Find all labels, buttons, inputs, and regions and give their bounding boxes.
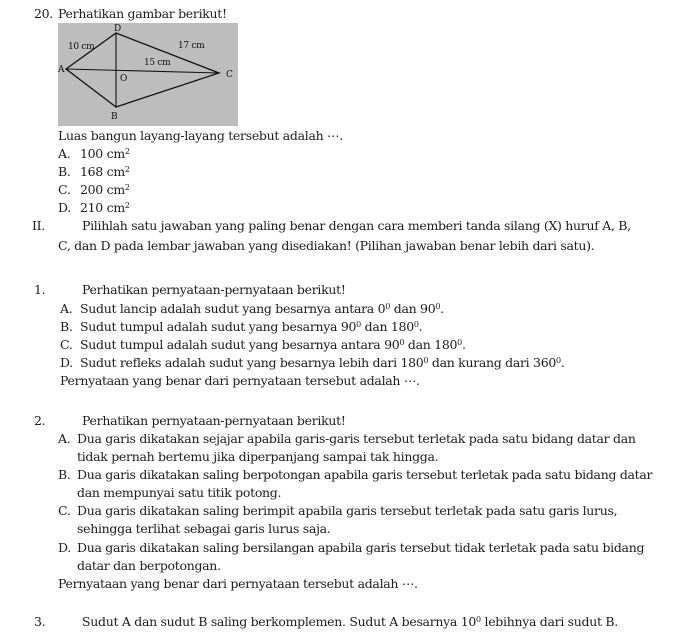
degree-mark: 0 [399,338,405,347]
option-value: 200 cm [80,182,125,197]
statement-a[interactable] [60,301,444,317]
statement-end: . [440,301,444,316]
label-c: C [226,70,233,80]
option-value: 168 cm [80,164,125,179]
section-instruction-line1: Pilihlah satu jawaban yang paling benar dengan cara memberi tanda silang (X) huruf A, B, [82,218,631,233]
degree-mark: 0 [556,356,561,365]
degree-mark: 0 [423,356,429,365]
statement-text: dan kurang dari 360 [428,355,557,370]
question-text: Pernyataan yang benar dari pernyataan tersebut adalah ⋯. [58,576,418,591]
question-text-part: lebihnya dari sudut B. [480,614,618,629]
statement-a-line1: Dua garis dikatakan sejajar apabila garis-garis tersebut terletak pada satu bidang datar dan [77,431,636,446]
statement-b-line2: dan mempunyai satu titik potong. [77,485,282,500]
question-text [82,614,618,630]
option-c[interactable] [58,182,130,198]
option-value: 210 cm [80,200,125,215]
question-text: Luas bangun layang-layang tersebut adalah ⋯. [58,128,343,143]
question-text-part: Sudut A dan sudut B saling berkomplemen. Sudut A besarnya 10 [82,614,477,629]
statement-end: . [418,319,423,334]
question-instruction: Perhatikan gambar berikut! [58,6,227,21]
statement-a-line2: tidak pernah bertemu jika diperpanjang sampai tak hingga. [77,449,439,464]
label-a: A [58,65,65,75]
option-b[interactable] [58,164,130,180]
statement-c[interactable] [60,337,466,353]
question-number: 1. [34,282,46,297]
degree-mark: 0 [435,302,441,311]
statement-c-letter[interactable]: C. [58,503,71,518]
section-number: II. [32,218,45,233]
statement-b-letter[interactable]: B. [58,467,71,482]
degree-mark: 0 [385,302,391,311]
option-letter: C. [58,182,71,197]
statement-a-letter[interactable]: A. [58,431,71,446]
section-instruction-line2: C, dan D pada lembar jawaban yang disediakan! (Pilihan jawaban benar lebih dari satu). [58,238,595,253]
statement-letter: A. [60,301,73,316]
option-exponent: 2 [124,147,130,156]
statement-text: Sudut tumpul adalah sudut yang besarnya antara 90 [80,337,400,352]
statement-d-line1: Dua garis dikatakan saling bersilangan apabila garis tersebut tidak terletak pada satu bidang [77,540,645,555]
option-exponent: 2 [124,183,130,192]
statement-letter: D. [60,355,73,370]
degree-mark: 0 [356,320,361,329]
kite-figure [58,23,238,126]
statement-b-line1: Dua garis dikatakan saling berpotongan apabila garis tersebut terletak pada satu bidang datar [77,467,653,482]
statement-d-letter[interactable]: D. [58,540,71,555]
degree-mark: 0 [476,615,481,624]
statement-letter: C. [60,337,73,352]
question-number: 20. [34,6,53,21]
statement-b[interactable] [60,319,422,335]
option-a[interactable] [58,146,130,162]
question-text: Pernyataan yang benar dari pernyataan tersebut adalah ⋯. [60,373,420,388]
option-exponent: 2 [124,165,130,174]
option-letter: A. [58,146,71,161]
statement-text: Sudut tumpul adalah sudut yang besarnya 90 [80,319,357,334]
degree-mark: 0 [457,338,462,347]
label-o: O [120,74,128,84]
statement-c-line2: sehingga terlihat sebagai garis lurus saja. [77,521,331,536]
degree-mark: 0 [413,320,419,329]
statement-text: Sudut lancip adalah sudut yang besarnya antara 0 [80,301,386,316]
label-10cm: 10 cm [68,42,95,52]
statement-text: dan 90 [390,301,436,316]
question-instruction: Perhatikan pernyataan-pernyataan berikut! [82,413,346,428]
statement-text: dan 180 [404,337,458,352]
statement-end: . [560,355,565,370]
label-b: B [111,112,118,122]
statement-end: . [461,337,466,352]
kite-diagram [58,23,238,126]
label-17cm: 17 cm [178,41,205,51]
question-number: 3. [34,614,46,629]
statement-c-line1: Dua garis dikatakan saling berimpit apabila garis tersebut terletak pada satu garis lurus, [77,503,618,518]
option-letter: B. [58,164,71,179]
question-number: 2. [34,413,46,428]
statement-text: Sudut refleks adalah sudut yang besarnya lebih dari 180 [80,355,424,370]
statement-letter: B. [60,319,73,334]
label-15cm: 15 cm [144,58,171,68]
option-d[interactable] [58,200,130,216]
statement-text: dan 180 [360,319,414,334]
diagonal-ac [66,69,219,73]
option-letter: D. [58,200,71,215]
option-value: 100 cm [80,146,125,161]
statement-d[interactable] [60,355,565,371]
option-exponent: 2 [124,201,130,210]
question-instruction: Perhatikan pernyataan-pernyataan berikut! [82,282,346,297]
statement-d-line2: datar dan berpotongan. [77,558,221,573]
label-d: D [114,24,121,34]
